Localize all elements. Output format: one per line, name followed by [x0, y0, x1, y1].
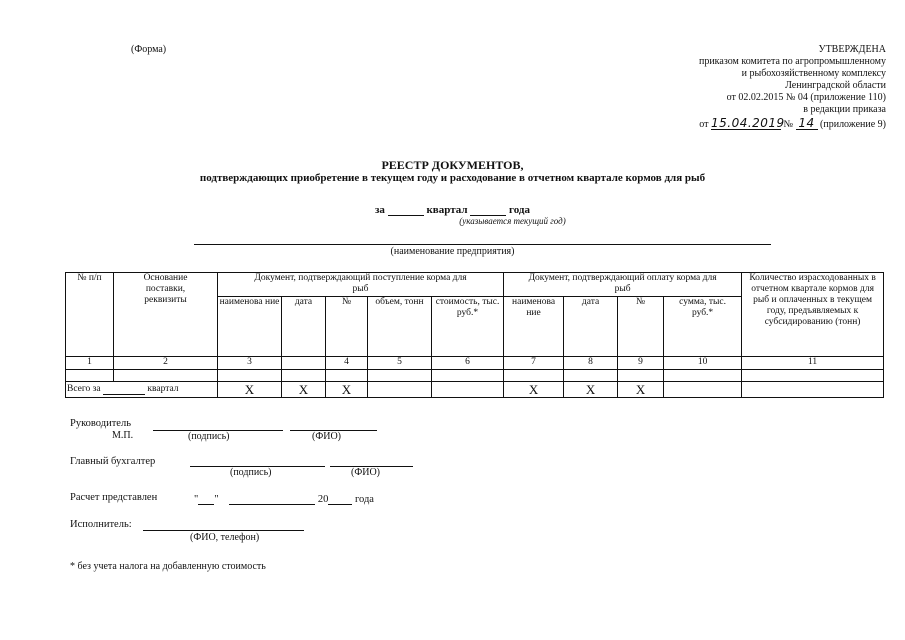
accountant-sign-caption: (подпись)	[230, 467, 272, 478]
header-payment: Документ, подтверждающий оплату корма для рыб	[504, 273, 742, 297]
colnum: 11	[742, 357, 884, 370]
za-label: за	[375, 204, 385, 216]
quote-close: "	[214, 494, 219, 505]
colnum: 5	[368, 357, 432, 370]
sub-name2: наименова ние	[504, 297, 564, 357]
table-row	[66, 370, 884, 382]
quarter-blank	[388, 203, 424, 216]
sub-no2: №	[618, 297, 664, 357]
colnum: 8	[564, 357, 618, 370]
x-mark: X	[618, 382, 664, 398]
approval-block	[626, 44, 886, 131]
submitted-date	[194, 492, 374, 505]
document-title: РЕЕСТР ДОКУМЕНТОВ,	[381, 158, 524, 172]
colnum: 9	[618, 357, 664, 370]
colnum: 7	[504, 357, 564, 370]
accountant-label: Главный бухгалтер	[70, 456, 156, 467]
approved-line: и рыбохозяйственному комплексу	[741, 68, 886, 79]
colnum: 10	[664, 357, 742, 370]
executor-label: Исполнитель:	[70, 519, 132, 530]
org-name-label: (наименование предприятия)	[390, 246, 515, 257]
x-mark: X	[504, 382, 564, 398]
year-prefix: 20	[317, 494, 329, 505]
revision-date: 15.04.2019	[710, 116, 785, 130]
approved-line: в редакции приказа	[803, 104, 886, 115]
sub-date1: дата	[282, 297, 326, 357]
table-header-row	[66, 273, 884, 297]
total-label	[66, 382, 218, 398]
head-label: Руководитель	[70, 418, 131, 429]
approved-line: от 02.02.2015 № 04 (приложение 110)	[726, 92, 886, 103]
sub-name1: наименова ние	[218, 297, 282, 357]
sub-cost: стоимость, тыс. руб.*	[432, 297, 504, 357]
column-numbers-row	[66, 357, 884, 370]
year-blank-sig	[328, 492, 352, 505]
header-qty: Количество израсходованных в отчетном квартале кормов для рыб и оплаченных в текущем году, предъявляемых к субсидированию (тонн)	[742, 273, 884, 357]
quote-open: "	[194, 494, 199, 505]
executor-caption: (ФИО, телефон)	[190, 532, 260, 543]
registry-table	[65, 272, 884, 398]
year-blank	[470, 203, 506, 216]
header-receipt: Документ, подтверждающий поступление корма для рыб	[218, 273, 504, 297]
document-subtitle: подтверждающих приобретение в текущем году и расходование в отчетном квартале кормов для рыб	[199, 172, 706, 184]
colnum: 3	[218, 357, 282, 370]
footnote: * без учета налога на добавленную стоимость	[70, 561, 266, 572]
x-mark: X	[282, 382, 326, 398]
x-mark: X	[564, 382, 618, 398]
sub-sum: сумма, тыс. руб.*	[664, 297, 742, 357]
year-hint	[0, 216, 905, 226]
year-hint-text: (указывается текущий год)	[459, 216, 566, 226]
sub-date2: дата	[564, 297, 618, 357]
revision-no-sign: №	[783, 119, 794, 130]
revision-appendix: (приложение 9)	[820, 119, 886, 130]
approved-line: Ленинградской области	[785, 80, 886, 91]
header-num: № п/п	[66, 273, 114, 357]
goda-label: года	[509, 204, 530, 216]
revision-number: 14	[796, 117, 818, 130]
sub-volume: объем, тонн	[368, 297, 432, 357]
total-label-post: квартал	[147, 384, 179, 394]
total-row	[66, 382, 884, 398]
approved-line: приказом комитета по агропромышленному	[698, 56, 886, 67]
day-blank	[198, 492, 214, 505]
colnum	[282, 357, 326, 370]
sub-no1: №	[326, 297, 368, 357]
total-quarter-blank	[103, 386, 145, 395]
year-suffix: года	[354, 494, 374, 505]
submitted-label: Расчет представлен	[70, 492, 158, 503]
total-label-pre: Всего за	[67, 384, 101, 394]
accountant-fio-caption: (ФИО)	[351, 467, 381, 478]
executor-line	[143, 530, 304, 531]
head-fio-caption: (ФИО)	[312, 431, 342, 442]
colnum: 2	[114, 357, 218, 370]
head-sign-caption: (подпись)	[188, 431, 230, 442]
form-label: (Форма)	[131, 44, 167, 55]
x-mark: X	[218, 382, 282, 398]
colnum: 1	[66, 357, 114, 370]
colnum: 4	[326, 357, 368, 370]
quarter-line	[0, 203, 905, 216]
mp-label: М.П.	[112, 430, 134, 441]
kvartal-label: квартал	[426, 204, 468, 216]
month-blank	[229, 492, 315, 505]
revision-line	[626, 117, 886, 131]
colnum: 6	[432, 357, 504, 370]
org-name-line	[194, 244, 771, 245]
header-basis: Основание поставки, реквизиты	[114, 273, 218, 357]
x-mark: X	[326, 382, 368, 398]
approved-line: УТВЕРЖДЕНА	[818, 44, 886, 55]
revision-from: от	[699, 119, 709, 130]
